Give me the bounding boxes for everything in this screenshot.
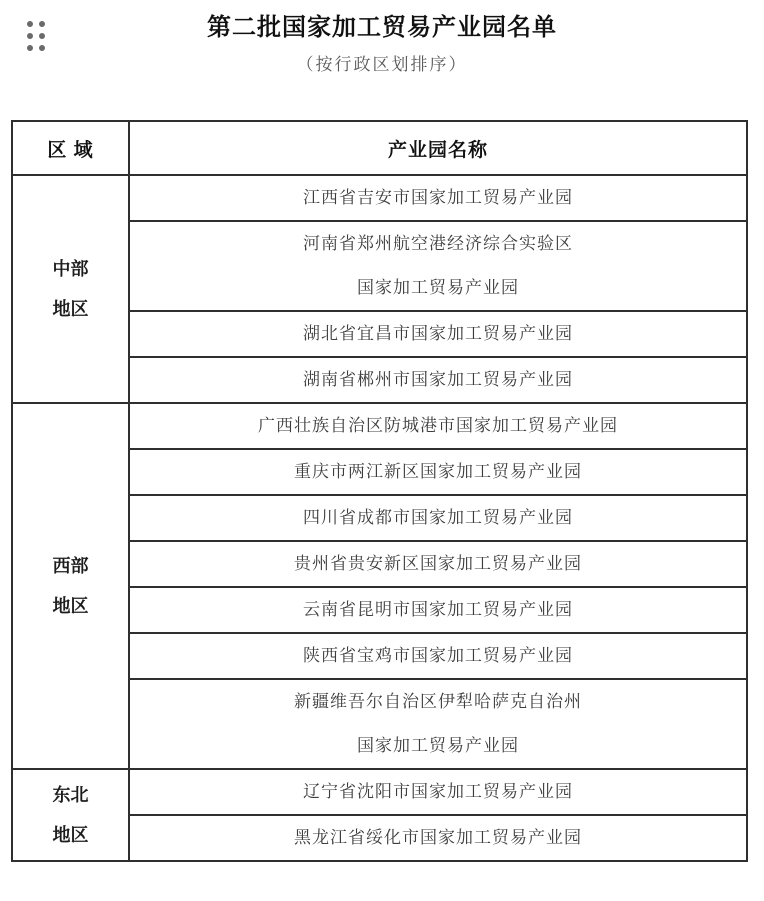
grid-dot bbox=[27, 45, 33, 51]
region-label-line: 地区 bbox=[52, 299, 89, 319]
region-cell bbox=[12, 175, 129, 403]
park-name-cell bbox=[129, 541, 747, 587]
park-name-line: 新疆维吾尔自治区伊犁哈萨克自治州 bbox=[294, 692, 582, 711]
park-name-line: 重庆市两江新区国家加工贸易产业园 bbox=[294, 462, 582, 481]
region-label-line: 地区 bbox=[52, 596, 89, 616]
park-name-cell bbox=[129, 495, 747, 541]
park-name-cell bbox=[129, 175, 747, 221]
park-name-line: 国家加工贸易产业园 bbox=[357, 278, 519, 297]
park-name-line: 陕西省宝鸡市国家加工贸易产业园 bbox=[303, 646, 573, 665]
park-name-line: 国家加工贸易产业园 bbox=[357, 736, 519, 755]
grid-dot bbox=[27, 21, 33, 27]
table-body bbox=[12, 175, 747, 861]
region-label-line: 东北 bbox=[52, 785, 89, 805]
park-name-line: 湖南省郴州市国家加工贸易产业园 bbox=[303, 370, 573, 389]
park-name-line: 黑龙江省绥化市国家加工贸易产业园 bbox=[294, 828, 582, 847]
grid-dot bbox=[39, 21, 45, 27]
park-name-line: 贵州省贵安新区国家加工贸易产业园 bbox=[294, 554, 582, 573]
table-row bbox=[12, 769, 747, 815]
park-name-line: 河南省郑州航空港经济综合实验区 bbox=[303, 234, 573, 253]
park-name-line: 江西省吉安市国家加工贸易产业园 bbox=[303, 188, 573, 207]
table-row bbox=[12, 403, 747, 449]
park-name-line: 云南省昆明市国家加工贸易产业园 bbox=[303, 600, 573, 619]
region-cell bbox=[12, 403, 129, 769]
park-name-line: 四川省成都市国家加工贸易产业园 bbox=[303, 508, 573, 527]
table-row bbox=[12, 175, 747, 221]
column-header-park-name: 产业园名称 bbox=[129, 121, 747, 175]
grid-dot bbox=[27, 33, 33, 39]
page-title: 第二批国家加工贸易产业园名单 bbox=[207, 14, 557, 41]
park-name-cell bbox=[129, 679, 747, 769]
table-header bbox=[12, 121, 747, 175]
park-name-line: 辽宁省沈阳市国家加工贸易产业园 bbox=[303, 782, 573, 801]
park-name-cell bbox=[129, 633, 747, 679]
drag-handle-icon[interactable] bbox=[27, 21, 45, 51]
grid-dot bbox=[39, 33, 45, 39]
region-label-line: 地区 bbox=[52, 825, 89, 845]
park-name-cell bbox=[129, 769, 747, 815]
park-name-cell bbox=[129, 221, 747, 311]
industrial-parks-table bbox=[11, 120, 748, 862]
park-name-cell bbox=[129, 311, 747, 357]
region-label-line: 西部 bbox=[52, 556, 89, 576]
park-name-line: 湖北省宜昌市国家加工贸易产业园 bbox=[303, 324, 573, 343]
region-cell bbox=[12, 769, 129, 861]
page-subtitle: （按行政区划排序） bbox=[296, 55, 468, 74]
park-name-cell bbox=[129, 357, 747, 403]
grid-dot bbox=[39, 45, 45, 51]
park-name-cell bbox=[129, 403, 747, 449]
park-name-cell bbox=[129, 587, 747, 633]
park-name-line: 广西壮族自治区防城港市国家加工贸易产业园 bbox=[258, 416, 618, 435]
park-name-cell bbox=[129, 815, 747, 861]
region-label-line: 中部 bbox=[52, 259, 89, 279]
table-header-row bbox=[12, 121, 747, 175]
column-header-region: 区 域 bbox=[12, 121, 129, 175]
park-name-cell bbox=[129, 449, 747, 495]
